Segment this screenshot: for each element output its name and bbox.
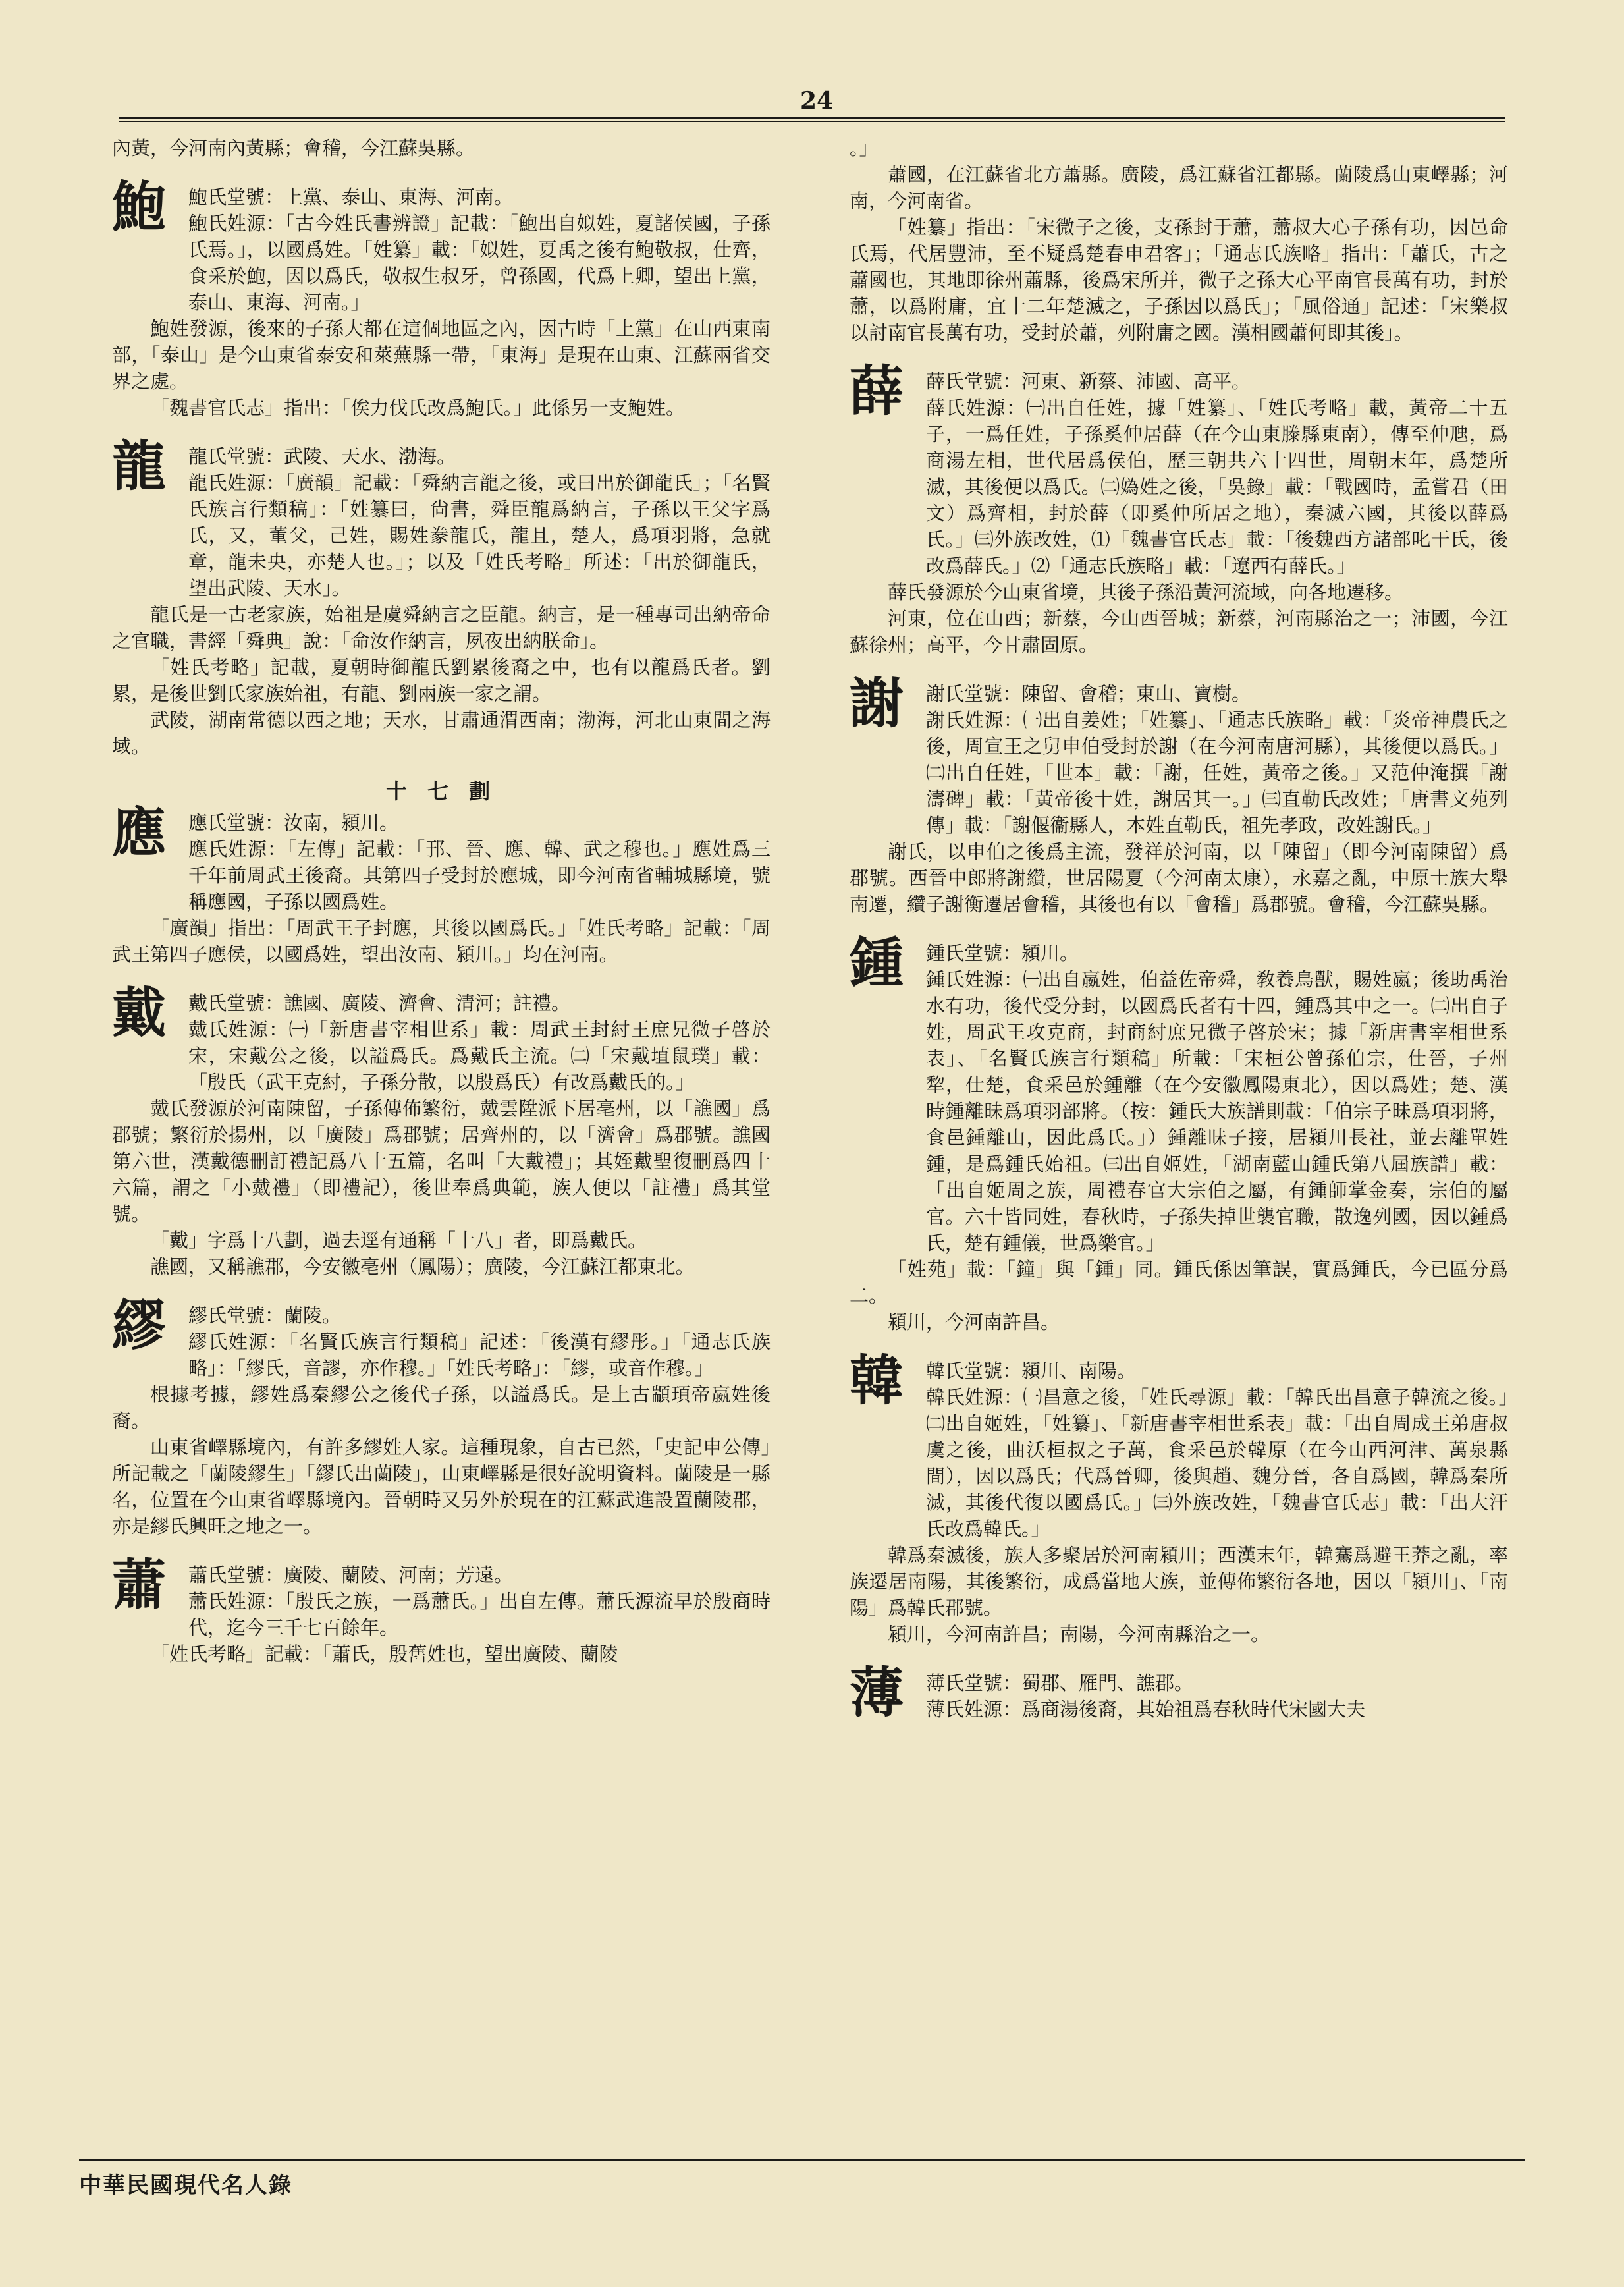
surname-bo: 薄	[850, 1661, 904, 1724]
tang-hao: 謝氏堂號：陳留、會稽；東山、寶樹。	[926, 682, 1251, 705]
paragraph: 「魏書官氏志」指出：「俟力伐氏改爲鮑氏。」此係另一支鮑姓。	[150, 397, 686, 419]
tang-hao: 薛氏堂號：河東、新蔡、沛國、高平。	[926, 370, 1251, 393]
surname-origin: 薄氏姓源：爲商湯後裔，其始祖爲春秋時代宋國大夫	[926, 1698, 1366, 1721]
surname-origin: 鮑氏姓源：「古今姓氏書辨證」記載：「鮑出自姒姓，夏諸侯國，子孫氏焉。」，以國爲姓。「姓纂」載：「姒姓，夏禹之後有鮑敬叔，仕齊，食采於鮑，因以爲氏，敬叔生叔牙，曾孫國，代爲上卿，望出上黨，泰山、東海、河南。」	[188, 212, 771, 314]
intro-text: 內黃，今河南內黃縣；會稽，今江蘇吳縣。	[112, 137, 475, 159]
entry-han	[850, 1349, 1508, 1542]
entry-bao	[112, 175, 771, 316]
right-column	[850, 135, 1508, 2151]
surname-origin: 蕭氏姓源：「殷氏之族，一爲蕭氏。」出自左傳。蕭氏源流早於殷商時代，迄今三千七百餘年。	[188, 1590, 771, 1639]
stroke-section-heading: 十 七 劃	[385, 779, 497, 804]
surname-origin: 謝氏姓源：㈠出自姜姓；「姓纂」、「通志氏族略」載：「炎帝神農氏之後，周宣王之舅申伯受封於謝（在今河南唐河縣），其後便以爲氏。」㈡出自任姓，「世本」載：「謝，任姓，黃帝之後。」又范仲淹撰「謝濤碑」載：「黃帝後十姓，謝居其一。」㈢直勒氏改姓；「唐書文苑列傳」載：「謝偃衞縣人，本姓直勒氏，祖先孝政，改姓謝氏。」	[926, 709, 1508, 837]
header-rule-thin	[119, 121, 1505, 122]
entry-xue	[850, 360, 1508, 579]
paragraph: 「姓氏考略」記載：「蕭氏，殷舊姓也，望出廣陵、蘭陵	[150, 1643, 618, 1665]
left-column	[112, 135, 771, 2151]
paragraph: 河東，位在山西；新蔡，今山西晉城；新蔡，河南縣治之一；沛國，今江蘇徐州；高平，今甘肅固原。	[850, 607, 1508, 656]
paragraph: 譙國，又稱譙郡，今安徽亳州（鳳陽）；廣陵，今江蘇江都東北。	[150, 1255, 695, 1278]
continuation-text: 。」	[850, 137, 879, 159]
entry-xiao	[112, 1553, 771, 1641]
footer-rule	[79, 2159, 1525, 2161]
tang-hao: 鍾氏堂號：潁川。	[926, 942, 1079, 964]
footer-book-title: 中華民國現代名人錄	[79, 2172, 292, 2199]
paragraph: 韓爲秦滅後，族人多聚居於河南潁川；西漢末年，韓騫爲避王莽之亂，率族遷居南陽，其後繁衍，成爲當地大族，並傳佈繁衍各地，因以「潁川」、「南陽」爲韓氏郡號。	[850, 1544, 1508, 1619]
tang-hao: 繆氏堂號：蘭陵。	[188, 1304, 342, 1327]
paragraph: 「姓纂」指出：「宋微子之後，支孫封于蕭，蕭叔大心子孫有功，因邑命氏焉，代居豐沛，至不疑爲楚春申君客」；「通志氏族略」指出：「蕭氏，古之蕭國也，其地即徐州蕭縣，後爲宋所并，微子之孫大心平南官長萬有功，封於蕭，以爲附庸，宜十二年楚滅之，子孫因以爲氏」；「風俗通」記述：「宋樂叔以討南官長萬有功，受封於蕭，列附庸之國。漢相國蕭何即其後」。	[850, 216, 1508, 344]
paragraph: 潁川，今河南許昌；南陽，今河南縣治之一。	[888, 1623, 1270, 1645]
paragraph: 鮑姓發源，後來的子孫大都在這個地區之內，因古時「上黨」在山西東南部，「泰山」是今山東省泰安和萊蕪縣一帶，「東海」是現在山東、江蘇兩省交界之處。	[112, 317, 771, 393]
surname-origin: 龍氏姓源：「廣韻」記載：「舜納言龍之後，或曰出於御龍氏」；「名賢氏族言行類稿」：「姓纂曰，尙書，舜臣龍爲納言，子孫以王父字爲氏，又，董父，己姓，賜姓豢龍氏，龍且，楚人，爲項羽將，急就章，龍未央，亦楚人也。」；以及「姓氏考略」所述：「出於御龍氏，望出武陵、天水」。	[188, 472, 771, 599]
surname-miao: 繆	[112, 1294, 167, 1357]
surname-origin: 繆氏姓源：「名賢氏族言行類稿」記述：「後漢有繆彤。」「通志氏族略」：「繆氏，音謬，亦作穆。」「姓氏考略」：「繆，或音作穆。」	[188, 1331, 771, 1379]
paragraph: 「姓苑」載：「鐘」與「鍾」同。鍾氏係因筆誤，實爲鍾氏，今已區分爲二。	[850, 1258, 1508, 1307]
surname-long: 龍	[112, 435, 167, 498]
surname-zhong: 鍾	[850, 931, 904, 995]
paragraph: 戴氏發源於河南陳留，子孫傳佈繁衍，戴雲陞派下居亳州，以「譙國」爲郡號；繁衍於揚州，以「廣陵」爲郡號；居齊州的，以「濟會」爲郡號。譙國第六世，漢戴德刪訂禮記爲八十五篇，名叫「大戴禮」；其姪戴聖復刪爲四十六篇，謂之「小戴禮」（即禮記），後世奉爲典範，族人便以「註禮」爲其堂號。	[112, 1097, 771, 1225]
surname-xue: 薛	[850, 360, 904, 423]
entry-zhong	[850, 931, 1508, 1256]
paragraph: 蕭國，在江蘇省北方蕭縣。廣陵，爲江蘇省江都縣。蘭陵爲山東嶧縣；河南，今河南省。	[850, 163, 1508, 212]
entry-xie	[850, 672, 1508, 839]
surname-origin: 薛氏姓源：㈠出自任姓，據「姓纂」、「姓氏考略」載，黃帝二十五子，一爲任姓，子孫奚仲居薛（在今山東滕縣東南），傳至仲虺，爲商湯左相，世代居爲侯伯，歷三朝共六十四世，周朝末年，爲楚所滅，其後便以爲氏。㈡媯姓之後，「吳錄」載：「戰國時，孟嘗君（田文）爲齊相，封於薛（即奚仲所居之地），秦滅六國，其後以薛爲氏。」㈢外族改姓，⑴「魏書官氏志」載：「後魏西方諸部叱干氏，後改爲薛氏。」⑵「通志氏族略」載：「遼西有薛氏。」	[926, 397, 1508, 577]
surname-dai: 戴	[112, 981, 167, 1045]
tang-hao: 龍氏堂號：武陵、天水、渤海。	[188, 445, 456, 468]
surname-origin: 戴氏姓源：㈠「新唐書宰相世系」載：周武王封紂王庶兄微子啓於宋，宋戴公之後，以謚爲氏。爲戴氏主流。㈡「宋戴埴鼠璞」載：「殷氏（武王克紂，子孫分散，以殷爲氏）有改爲戴氏的。」	[188, 1018, 771, 1093]
paragraph: 薛氏發源於今山東省境，其後子孫沿黃河流域，向各地遷移。	[888, 581, 1404, 603]
surname-origin: 鍾氏姓源：㈠出自嬴姓，伯益佐帝舜，敎養鳥獸，賜姓嬴；後助禹治水有功，後代受分封，以國爲氏者有十四，鍾爲其中之一。㈡出自子姓，周武王攻克商，封商紂庶兄微子啓於宋；據「新唐書宰相世系表」、「名賢氏族言行類稿」所載：「宋桓公曾孫伯宗，仕晉，子州犂，仕楚，食采邑於鍾離（在今安徽鳳陽東北），因以爲姓；楚、漢時鍾離昧爲項羽部將。（按：鍾氏大族譜則載：「伯宗子昧爲項羽將，食邑鍾離山，因此爲氏。」）鍾離昧子接，居潁川長社，並去離單姓鍾，是爲鍾氏始祖。㈢出自姬姓，「湖南藍山鍾氏第八屆族譜」載：「出自姬周之族，周禮春官大宗伯之屬，有鍾師掌金奏，宗伯的屬官。六十皆同姓，春秋時，子孫失掉世襲官職，散逸列國，因以鍾爲氏，楚有鍾儀，世爲樂官。」	[926, 968, 1508, 1254]
entry-miao	[112, 1294, 771, 1381]
paragraph: 根據考據，繆姓爲秦繆公之後代子孫，以謚爲氏。是上古顓頊帝嬴姓後裔。	[112, 1383, 771, 1432]
entry-dai	[112, 981, 771, 1095]
entry-long	[112, 435, 771, 601]
page-number: 24	[799, 87, 834, 115]
paragraph: 「戴」字爲十八劃，過去逕有通稱「十八」者，即爲戴氏。	[150, 1229, 647, 1252]
header-rule	[119, 117, 1505, 119]
tang-hao: 戴氏堂號：譙國、廣陵、濟會、清河；註禮。	[188, 992, 571, 1014]
paragraph: 武陵，湖南常德以西之地；天水，甘肅通渭西南；渤海，河北山東間之海域。	[112, 709, 771, 758]
tang-hao: 薄氏堂號：蜀郡、雁門、譙郡。	[926, 1672, 1194, 1694]
tang-hao: 蕭氏堂號：廣陵、蘭陵、河南；芳遠。	[188, 1564, 514, 1586]
entry-ying	[112, 801, 771, 915]
tang-hao: 應氏堂號：汝南，潁川。	[188, 812, 399, 834]
surname-ying: 應	[112, 801, 167, 864]
paragraph: 謝氏，以申伯之後爲主流，發祥於河南，以「陳留」（即今河南陳留）爲郡號。西晉中郎將謝纘，世居陽夏（今河南太康），永嘉之亂，中原士族大舉南遷，纘子謝衡遷居會稽，其後也有以「會稽」爲郡號。會稽，今江蘇吳縣。	[850, 840, 1508, 916]
paragraph: 「姓氏考略」記載，夏朝時御龍氏劉累後裔之中，也有以龍爲氏者。劉累，是後世劉氏家族始祖，有龍、劉兩族一家之謂。	[112, 656, 771, 705]
paragraph: 山東省嶧縣境內，有許多繆姓人家。這種現象，自古已然，「史記申公傳」所記載之「蘭陵繆生」「繆氏出蘭陵」，山東嶧縣是很好說明資料。蘭陵是一縣名，位置在今山東省嶧縣境內。晉朝時又另外於現在的江蘇武進設置蘭陵郡，亦是繆氏興旺之地之一。	[112, 1436, 771, 1537]
surname-xie: 謝	[850, 672, 904, 735]
surname-origin: 韓氏姓源：㈠昌意之後，「姓氏尋源」載：「韓氏出昌意子韓流之後。」㈡出自姬姓，「姓纂」、「新唐書宰相世系表」載：「出自周成王弟唐叔虞之後，曲沃桓叔之子萬，食采邑於韓原（在今山西河津、萬泉縣間），因以爲氏；代爲晉卿，後與趙、魏分晉，各自爲國，韓爲秦所滅，其後代復以國爲氏。」㈢外族改姓，「魏書官氏志」載：「出大汗氏改爲韓氏。」	[926, 1386, 1508, 1540]
surname-han: 韓	[850, 1349, 904, 1412]
surname-bao: 鮑	[112, 175, 167, 238]
paragraph: 龍氏是一古老家族，始祖是虞舜納言之臣龍。納言，是一種專司出納帝命之官職，書經「舜典」說：「命汝作納言，夙夜出納朕命」。	[112, 603, 771, 652]
surname-xiao: 蕭	[112, 1553, 167, 1616]
entry-bo	[850, 1661, 1508, 1749]
surname-origin: 應氏姓源：「左傳」記載：「邘、晉、應、韓、武之穆也。」應姓爲三千年前周武王後裔。其第四子受封於應城，即今河南省輔城縣境，號稱應國，子孫以國爲姓。	[188, 838, 771, 913]
paragraph: 「廣韻」指出：「周武王子封應，其後以國爲氏。」「姓氏考略」記載：「周武王第四子應侯，以國爲姓，望出汝南、潁川。」均在河南。	[112, 917, 771, 966]
paragraph: 潁川，今河南許昌。	[888, 1311, 1060, 1333]
tang-hao: 韓氏堂號：潁川、南陽。	[926, 1360, 1137, 1382]
tang-hao: 鮑氏堂號：上黨、泰山、東海、河南。	[188, 186, 514, 208]
